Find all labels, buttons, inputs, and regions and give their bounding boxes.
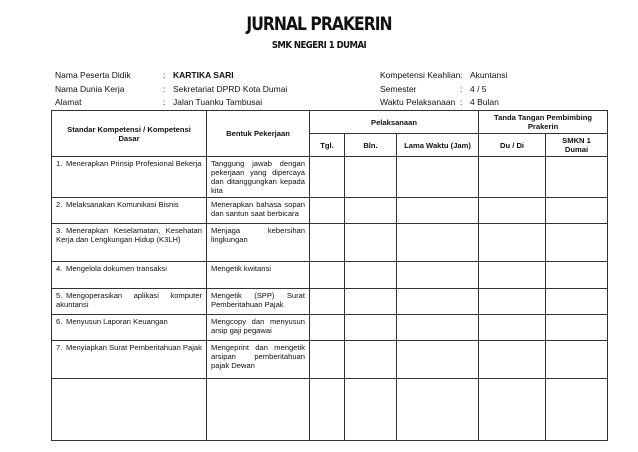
empty-cell	[345, 289, 397, 315]
empty-cell	[546, 224, 608, 262]
info-value: 4 Bulan	[470, 97, 499, 107]
empty-cell	[546, 262, 608, 289]
empty-cell	[310, 341, 345, 379]
table-row	[52, 262, 608, 289]
competency-text: Menyusun Laporan Keuangan	[66, 317, 168, 326]
info-value: Sekretariat DPRD Kota Dumai	[173, 84, 288, 94]
competency-cell	[52, 198, 207, 224]
info-row-semester: Semester : 4 / 5	[380, 84, 487, 94]
info-label: Semester	[380, 84, 417, 94]
info-row-nama-peserta: Nama Peserta Didik : KARTIKA SARI	[55, 70, 234, 80]
header-tanda-tangan: Tanda Tangan Pembimbing Prakerin	[479, 111, 608, 134]
info-value: Akuntansi	[470, 70, 508, 80]
header-du-di: Du / Di	[479, 134, 546, 157]
empty-cell	[310, 379, 345, 441]
row-number: 1.	[56, 159, 63, 168]
empty-cell	[479, 379, 546, 441]
empty-cell	[479, 341, 546, 379]
empty-cell	[546, 379, 608, 441]
table-row-empty	[52, 379, 608, 441]
empty-cell	[345, 198, 397, 224]
empty-cell	[397, 262, 479, 289]
work-cell: Mengcopy dan menyusun arsip gaji pegawai	[207, 315, 310, 341]
document-subtitle: SMK NEGERI 1 DUMAI	[271, 40, 367, 51]
empty-cell	[479, 315, 546, 341]
empty-cell	[52, 379, 207, 441]
empty-cell	[397, 157, 479, 198]
info-label: Nama Dunia Kerja	[55, 84, 125, 94]
empty-cell	[345, 262, 397, 289]
empty-cell	[479, 289, 546, 315]
table-row	[52, 198, 608, 224]
row-number: 3.	[56, 226, 63, 235]
info-row-dunia-kerja: Nama Dunia Kerja : Sekretariat DPRD Kota Dumai	[55, 84, 288, 94]
info-label: Waktu Pelaksanaan	[380, 97, 456, 107]
competency-text: Melaksanakan Komunikasi Bisnis	[66, 200, 179, 209]
journal-table	[51, 110, 608, 441]
competency-cell	[52, 289, 207, 315]
header-tgl: Tgl.	[310, 134, 345, 157]
empty-cell	[546, 289, 608, 315]
empty-cell	[310, 262, 345, 289]
info-value: 4 / 5	[470, 84, 487, 94]
info-value: Jalan Tuanku Tambusai	[173, 97, 263, 107]
competency-text: Menerapkan Keselamatan, Kesehatan Kerja dan Lengkungan Hidup (K3LH)	[56, 226, 202, 244]
empty-cell	[345, 341, 397, 379]
header-bln: Bln.	[345, 134, 397, 157]
empty-cell	[310, 224, 345, 262]
competency-cell	[52, 315, 207, 341]
empty-cell	[397, 198, 479, 224]
empty-cell	[345, 379, 397, 441]
row-number: 2.	[56, 200, 63, 209]
row-number: 5.	[56, 291, 63, 300]
empty-cell	[310, 157, 345, 198]
work-cell: Tanggung jawab dengan pekerjaan yang dipercaya dan ditanggungkan kepada kita	[207, 157, 310, 198]
work-cell: Mengetik kwitansi	[207, 262, 310, 289]
work-cell: Menerapkan bahasa sopan dan santun saat berbicara	[207, 198, 310, 224]
empty-cell	[397, 224, 479, 262]
empty-cell	[345, 315, 397, 341]
row-number: 4.	[56, 264, 63, 273]
competency-text: Menyiapkan Surat Pemberitahuan Pajak	[66, 343, 202, 352]
document-title: JURNAL PRAKERIN	[246, 13, 392, 35]
table-row	[52, 315, 608, 341]
competency-cell	[52, 224, 207, 262]
empty-cell	[546, 341, 608, 379]
info-row-waktu: Waktu Pelaksanaan : 4 Bulan	[380, 97, 499, 107]
competency-text: Mengelola dokumen transaksi	[66, 264, 167, 273]
info-row-alamat: Alamat : Jalan Tuanku Tambusai	[55, 97, 263, 107]
empty-cell	[310, 315, 345, 341]
empty-cell	[397, 341, 479, 379]
info-label: Nama Peserta Didik	[55, 70, 131, 80]
header-pelaksanaan: Pelaksanaan	[310, 111, 479, 134]
table-row	[52, 157, 608, 198]
table-row	[52, 289, 608, 315]
competency-cell	[52, 341, 207, 379]
work-cell: Mengetik (SPP) Surat Pemberitahuan Pajak	[207, 289, 310, 315]
info-value-student-name: KARTIKA SARI	[173, 70, 234, 80]
empty-cell	[546, 198, 608, 224]
empty-cell	[310, 289, 345, 315]
empty-cell	[207, 379, 310, 441]
empty-cell	[345, 224, 397, 262]
table-row	[52, 341, 608, 379]
header-smkn: SMKN 1 Dumai	[546, 134, 608, 157]
empty-cell	[479, 157, 546, 198]
empty-cell	[546, 315, 608, 341]
empty-cell	[479, 198, 546, 224]
row-number: 6.	[56, 317, 63, 326]
competency-text: Menerapkan Prinsip Profesional Bekerja	[66, 159, 202, 168]
row-number: 7.	[56, 343, 63, 352]
empty-cell	[479, 262, 546, 289]
header-lama-waktu: Lama Waktu (Jam)	[397, 134, 479, 157]
info-label: Kompetensi Keahlian	[380, 70, 461, 80]
info-label: Alamat	[55, 97, 82, 107]
table-row	[52, 224, 608, 262]
empty-cell	[310, 198, 345, 224]
competency-cell	[52, 157, 207, 198]
info-row-kompetensi-keahlian: Kompetensi Keahlian: Akuntansi	[380, 70, 508, 80]
empty-cell	[546, 157, 608, 198]
empty-cell	[397, 289, 479, 315]
empty-cell	[397, 315, 479, 341]
header-bentuk-pekerjaan: Bentuk Pekerjaan	[207, 111, 310, 157]
competency-cell	[52, 262, 207, 289]
header-standar-kompetensi: Standar Kompetensi / Kompetensi Dasar	[52, 111, 207, 157]
empty-cell	[397, 379, 479, 441]
empty-cell	[345, 157, 397, 198]
work-cell: Menjaga kebersihan lingkungan	[207, 224, 310, 262]
work-cell: Mengeprint dan mengetik arsipan pemberitahuan pajak Dewan	[207, 341, 310, 379]
empty-cell	[479, 224, 546, 262]
competency-text: Mengoperasikan aplikasi komputer akuntansi	[56, 291, 202, 309]
